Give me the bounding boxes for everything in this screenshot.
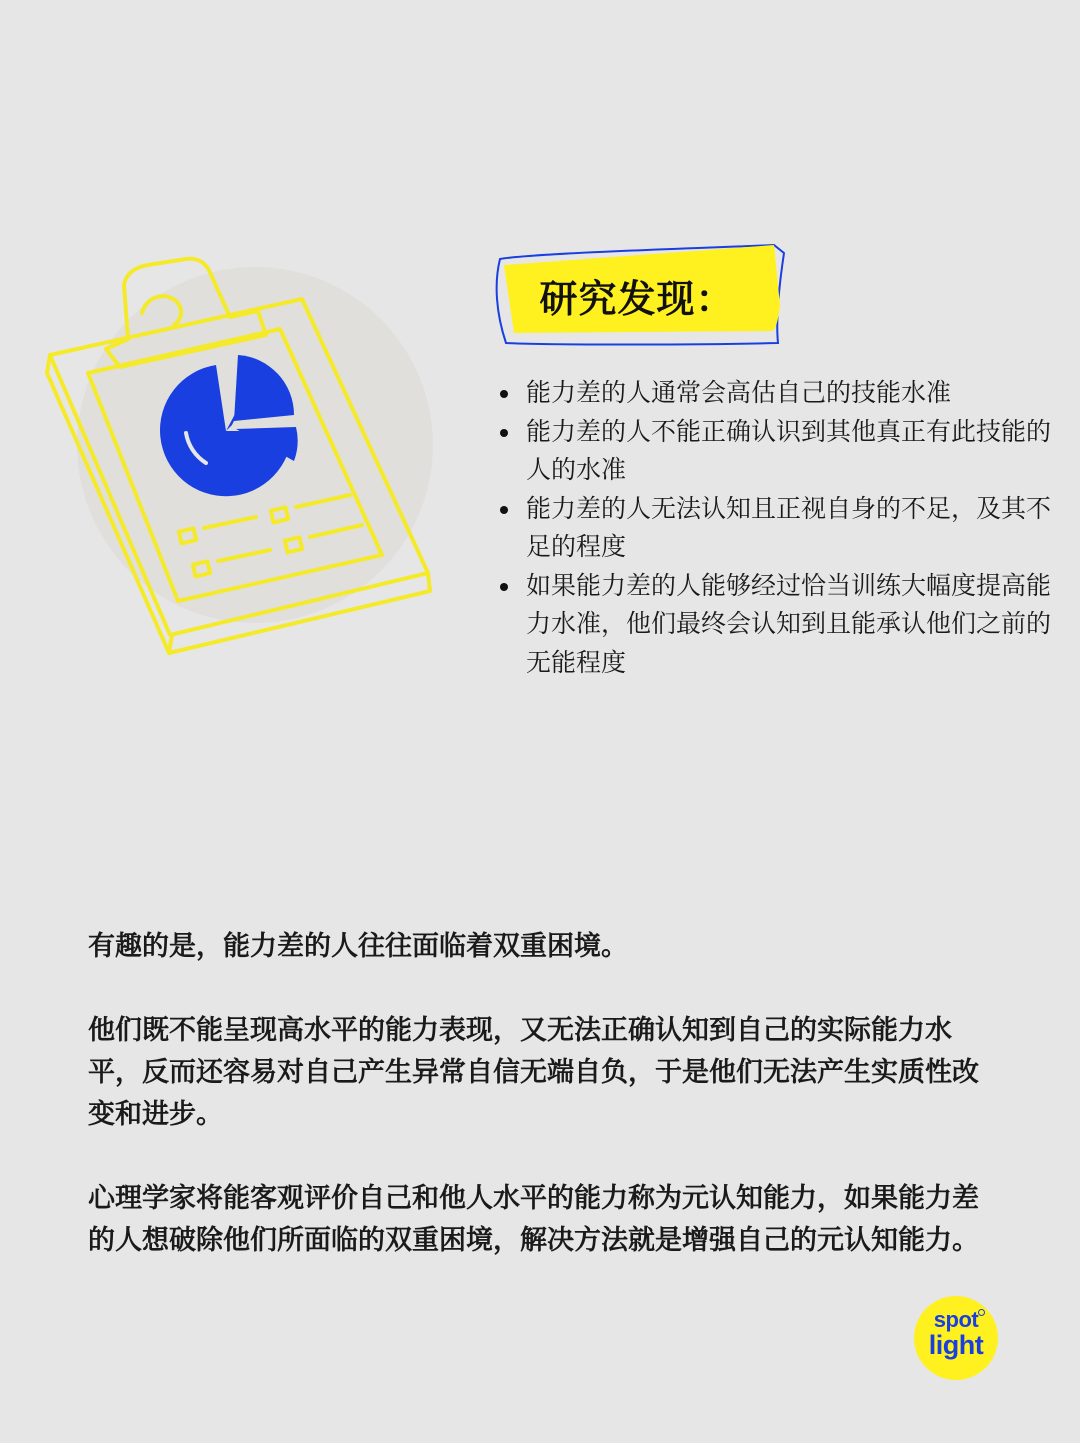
logo-line-2: light bbox=[928, 1330, 984, 1360]
list-item bbox=[500, 490, 1060, 567]
finding-text: 如果能力差的人能够经过恰当训练大幅度提高能力水准，他们最终会认知到且能承认他们之前的无能程度 bbox=[526, 570, 1052, 677]
heading-badge bbox=[492, 243, 792, 347]
paragraph-metacognition: 心理学家将能客观评价自己和他人水平的能力称为元认知能力，如果能力差的人想破除他们所面临的双重困境，解决方法就是增强自己的元认知能力。 bbox=[88, 1183, 979, 1256]
registered-mark-icon bbox=[978, 1309, 985, 1316]
list-item bbox=[500, 374, 1060, 413]
paragraph-intro: 有趣的是，能力差的人往往面临着双重困境。 bbox=[88, 931, 628, 962]
finding-text: 能力差的人无法认知且正视自身的不足，及其不足的程度 bbox=[526, 493, 1052, 561]
bullet-icon bbox=[500, 429, 508, 437]
bullet-icon bbox=[500, 390, 508, 398]
finding-text: 能力差的人不能正确认识到其他真正有此技能的人的水准 bbox=[526, 416, 1052, 484]
finding-text: 能力差的人通常会高估自己的技能水准 bbox=[526, 378, 952, 407]
bullet-icon bbox=[500, 583, 508, 591]
list-item bbox=[500, 413, 1060, 490]
spotlight-logo bbox=[914, 1296, 998, 1380]
bullet-icon bbox=[500, 506, 508, 514]
list-item bbox=[500, 567, 1060, 683]
body-text bbox=[88, 926, 998, 1304]
clipboard-pie-chart-icon bbox=[40, 255, 440, 675]
logo-line-1: spot bbox=[933, 1307, 979, 1332]
paragraph-dilemma: 他们既不能呈现高水平的能力表现，又无法正确认知到自己的实际能力水平，反而还容易对自己产生异常自信无端自负，于是他们无法产生实质性改变和进步。 bbox=[88, 1015, 979, 1130]
heading-title: 研究发现： bbox=[539, 276, 735, 321]
findings-list bbox=[500, 374, 1060, 682]
